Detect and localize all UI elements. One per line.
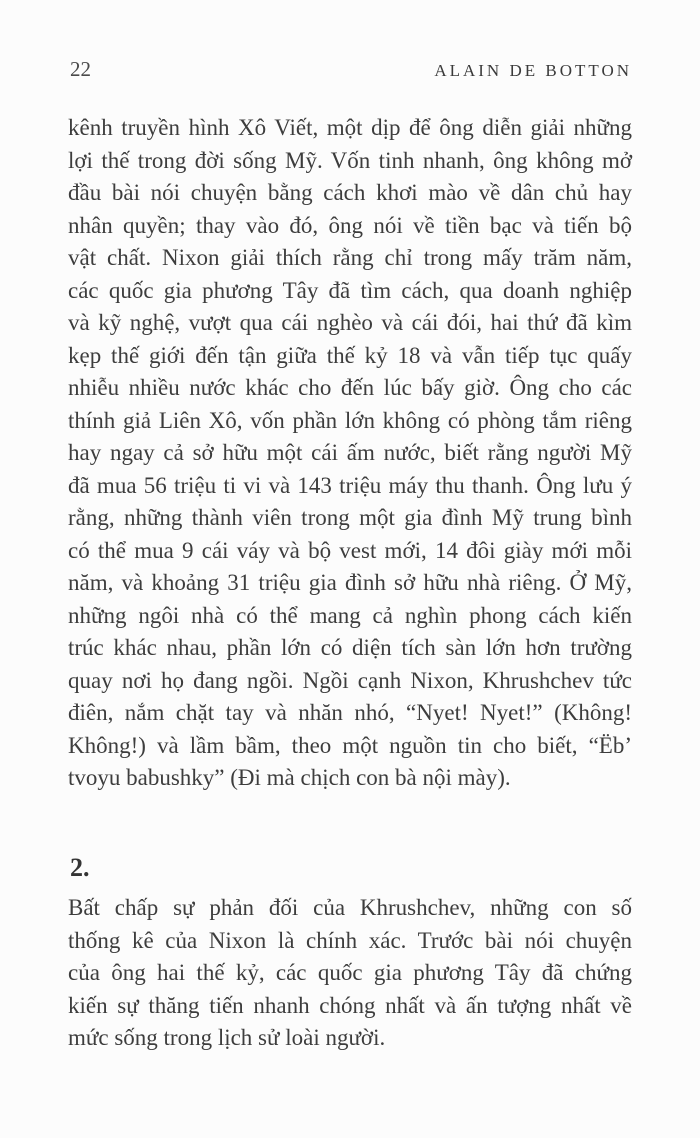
body-line: rằng, những thành viên trong một gia đình Mỹ trung bình: [68, 505, 632, 530]
body-line: quay nơi họ đang ngồi. Ngồi cạnh Nixon, Khrushchev tức: [68, 667, 632, 693]
running-header-author: ALAIN DE BOTTON: [434, 61, 632, 80]
body-line: có thể mua 9 cái váy và bộ vest mới, 14 đôi giày mới mỗi: [68, 537, 632, 563]
body-line: nhiễu nhiều nước khác cho đến lúc bấy giờ. Ông cho các: [68, 375, 632, 400]
body-line: những ngôi nhà có thể mang cả nghìn phong cách kiến: [68, 602, 632, 628]
body-line: điên, nắm chặt tay và nhăn nhó, “Nyet! Nyet!” (Không!: [68, 700, 632, 725]
paragraph-1: [68, 112, 632, 795]
body-line: mức sống trong lịch sử loài người.: [68, 1025, 386, 1050]
body-line: Bất chấp sự phản đối của Khrushchev, những con số: [68, 895, 632, 920]
body-line: các quốc gia phương Tây đã tìm cách, qua doanh nghiệp: [68, 277, 632, 303]
body-line: kiến sự thăng tiến nhanh chóng nhất và ấn tượng nhất về: [68, 992, 632, 1018]
body-line: của ông hai thế kỷ, các quốc gia phương Tây đã chứng: [68, 960, 632, 985]
body-line: đã mua 56 triệu ti vi và 143 triệu máy thu thanh. Ông lưu ý: [68, 472, 632, 498]
body-line: Không!) và lầm bầm, theo một nguồn tin cho biết, “Ëb’: [68, 732, 632, 758]
paragraph-2: [68, 892, 632, 1055]
body-line: vật chất. Nixon giải thích rằng chỉ trong mấy trăm năm,: [68, 245, 632, 270]
body-line: và kỹ nghệ, vượt qua cái nghèo và cái đói, hai thứ đã kìm: [68, 310, 632, 335]
body-line: tvoyu babushky” (Đi mà chịch con bà nội mày).: [68, 765, 511, 790]
body-line: đầu bài nói chuyện bằng cách khơi mào về dân chủ hay: [68, 180, 632, 205]
body-line: nhân quyền; thay vào đó, ông nói về tiền bạc và tiến bộ: [68, 212, 632, 238]
body-line: thống kê của Nixon là chính xác. Trước bài nói chuyện: [68, 927, 632, 953]
body-line: thính giả Liên Xô, vốn phần lớn không có phòng tắm riêng: [68, 407, 632, 433]
body-line: kênh truyền hình Xô Viết, một dịp để ông diễn giải những: [68, 115, 632, 140]
body-line: kẹp thế giới đến tận giữa thế kỷ 18 và vẫn tiếp tục quấy: [68, 342, 632, 368]
body-line: năm, và khoảng 31 triệu gia đình sở hữu nhà riêng. Ở Mỹ,: [68, 570, 632, 595]
section-heading: 2.: [70, 853, 90, 882]
page-number: 22: [70, 57, 91, 81]
body-line: hay ngay cả sở hữu một cái ấm nước, biết rằng người Mỹ: [68, 440, 632, 465]
body-line: lợi thế trong đời sống Mỹ. Vốn tinh nhanh, ông không mở: [68, 147, 632, 173]
body-line: trúc khác nhau, phần lớn có diện tích sàn lớn hơn trường: [68, 635, 632, 660]
